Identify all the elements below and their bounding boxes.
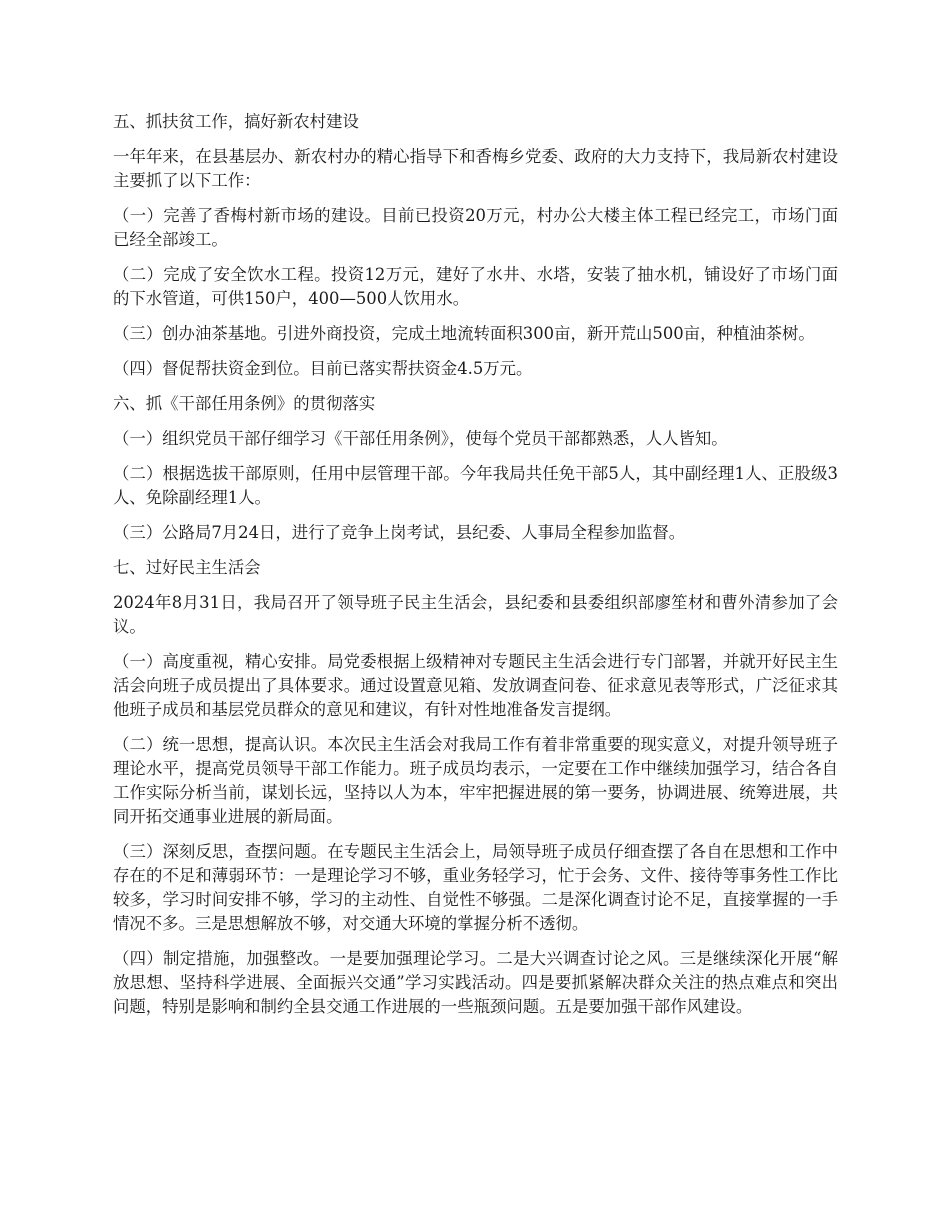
section-heading-6: 六、抓《干部任用条例》的贯彻落实: [113, 394, 376, 413]
paragraph: （一）高度重视，精心安排。局党委根据上级精神对专题民主生活会进行专门部署，并就开好民主生活会向班子成员提出了具体要求。通过设置意见箱、发放调查问卷、征求意见表等形式，广泛征求其他班子成员和基层党员群众的意见和建议，有针对性地准备发言提纲。: [113, 652, 838, 719]
paragraph: （二）统一思想，提高认识。本次民主生活会对我局工作有着非常重要的现实意义，对提升领导班子理论水平，提高党员领导干部工作能力。班子成员均表示，一定要在工作中继续加强学习，结合各自工作实际分析当前，谋划长远，坚持以人为本，牢牢把握进展的第一要务，协调进展、统筹进展，共同开拓交通事业进展的新局面。: [113, 735, 838, 826]
paragraph: （三）公路局7月24日，进行了竞争上岗考试，县纪委、人事局全程参加监督。: [113, 523, 686, 542]
paragraph: 一年年来，在县基层办、新农村办的精心指导下和香梅乡党委、政府的大力支持下，我局新农村建设主要抓了以下工作：: [113, 147, 838, 190]
section-heading-5: 五、抓扶贫工作，搞好新农村建设: [113, 112, 359, 131]
section-heading-7: 七、过好民主生活会: [113, 558, 261, 577]
paragraph: （一）组织党员干部仔细学习《干部任用条例》，使每个党员干部都熟悉，人人皆知。: [113, 429, 728, 448]
paragraph: （二）根据选拔干部原则，任用中层管理干部。今年我局共任免干部5人，其中副经理1人、正股级3人、免除副经理1人。: [113, 464, 838, 507]
paragraph: 2024年8月31日，我局召开了领导班子民主生活会，县纪委和县委组织部廖笙材和曹外清参加了会议。: [113, 593, 838, 636]
paragraph: （三）创办油茶基地。引进外商投资，完成土地流转面积300亩，新开荒山500亩，种植油茶树。: [113, 324, 815, 343]
paragraph: （一）完善了香梅村新市场的建设。目前已投资20万元，村办公大楼主体工程已经完工，市场门面已经全部竣工。: [113, 206, 838, 249]
paragraph: （四）制定措施，加强整改。一是要加强理论学习。二是大兴调查讨论之风。三是继续深化开展“解放思想、坚持科学进展、全面振兴交通”学习实践活动。四是要抓紧解决群众关注的热点难点和突出问题，特别是影响和制约全县交通工作进展的一些瓶颈问题。五是要加强干部作风建设。: [113, 949, 838, 1016]
paragraph: （四）督促帮扶资金到位。目前已落实帮扶资金4.5万元。: [113, 359, 533, 378]
paragraph: （二）完成了安全饮水工程。投资12万元，建好了水井、水塔，安装了抽水机，铺设好了市场门面的下水管道，可供150户，400—500人饮用水。: [113, 265, 838, 308]
paragraph: （三）深刻反思，查摆问题。在专题民主生活会上，局领导班子成员仔细查摆了各自在思想和工作中存在的不足和薄弱环节：一是理论学习不够，重业务轻学习，忙于会务、文件、接待等事务性工作比较多，学习时间安排不够，学习的主动性、自觉性不够强。二是深化调查讨论不足，直接掌握的一手情况不多。三是思想解放不够，对交通大环境的掌握分析不透彻。: [113, 842, 838, 933]
